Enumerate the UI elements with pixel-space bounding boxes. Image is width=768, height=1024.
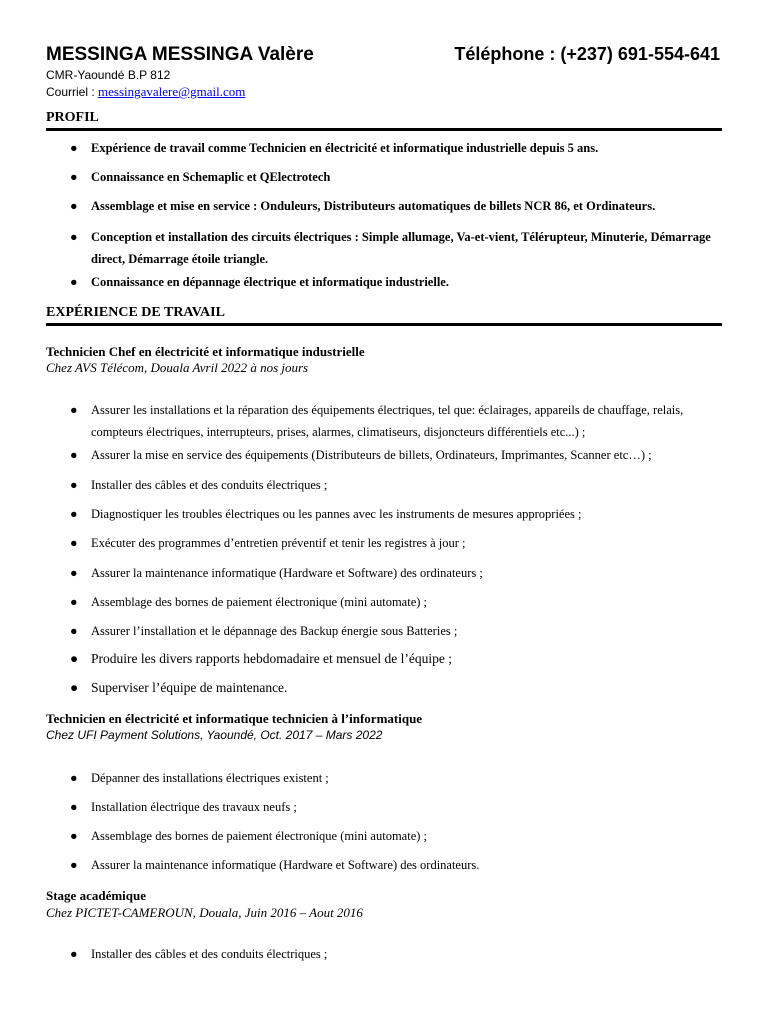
- profile-item: ● Conception et installation des circuits électriques : Simple allumage, Va-et-vient, Télérupteur, Minuterie, Démarrage direct, Démarrage étoile triangle.: [70, 226, 730, 270]
- bullet-icon: ●: [70, 566, 78, 580]
- job-title: Technicien en électricité et informatique technicien à l’informatique: [46, 711, 423, 726]
- bullet-icon: ●: [70, 448, 78, 462]
- job-duty: ● Installer des câbles et des conduits électriques ;: [70, 474, 730, 496]
- profile-item: ● Connaissance en dépannage électrique et informatique industrielle.: [70, 271, 730, 293]
- bullet-icon: ●: [70, 771, 78, 785]
- bullet-icon: ●: [70, 680, 79, 695]
- job-duty: ● Installation électrique des travaux neufs ;: [70, 796, 730, 818]
- experience-divider: [46, 323, 722, 326]
- job-duty: ● Assurer la mise en service des équipements (Distributeurs de billets, Ordinateurs, Imprimantes, Scanner etc…) ;: [70, 444, 730, 466]
- email-link[interactable]: messingavalere@gmail.com: [98, 84, 246, 99]
- job-duty: ● Assemblage des bornes de paiement électronique (mini automate) ;: [70, 825, 730, 847]
- job-subtitle: Chez UFI Payment Solutions, Yaoundé, Oct. 2017 – Mars 2022: [46, 728, 383, 742]
- email-line: [46, 84, 245, 100]
- job-duty: ● Diagnostiquer les troubles électriques ou les pannes avec les instruments de mesures appropriées ;: [70, 503, 730, 525]
- job-duty: ● Assemblage des bornes de paiement électronique (mini automate) ;: [70, 591, 730, 613]
- bullet-icon: ●: [70, 595, 78, 609]
- bullet-icon: ●: [70, 800, 78, 814]
- profile-divider: [46, 128, 722, 131]
- bullet-icon: ●: [70, 947, 78, 961]
- job-duty: ● Assurer la maintenance informatique (Hardware et Software) des ordinateurs.: [70, 854, 730, 876]
- job-duty: ● Assurer les installations et la réparation des équipements électriques, tel que: éclairages, appareils de chauffage, relais, compteurs électriques, interrupteurs, prises, alarmes, climatiseurs, disjoncteurs différentiels etc...) ;: [70, 399, 730, 443]
- bullet-icon: ●: [70, 624, 78, 638]
- experience-heading: EXPÉRIENCE DE TRAVAIL: [46, 305, 225, 320]
- job-duty: ● Installer des câbles et des conduits électriques ;: [70, 943, 730, 965]
- bullet-icon: ●: [70, 858, 78, 872]
- profile-item: ● Expérience de travail comme Technicien en électricité et informatique industrielle depuis 5 ans.: [70, 137, 730, 159]
- bullet-icon: ●: [70, 230, 78, 244]
- bullet-icon: ●: [70, 199, 78, 213]
- bullet-icon: ●: [70, 403, 78, 417]
- bullet-icon: ●: [70, 536, 78, 550]
- candidate-name: MESSINGA MESSINGA Valère: [46, 44, 314, 65]
- postal-address: CMR-Yaoundé B.P 812: [46, 68, 171, 82]
- bullet-icon: ●: [70, 170, 78, 184]
- job-subtitle: Chez AVS Télécom, Douala Avril 2022 à nos jours: [46, 360, 309, 375]
- bullet-icon: ●: [70, 275, 78, 289]
- email-label: Courriel :: [46, 85, 99, 99]
- job-subtitle: Chez PICTET-CAMEROUN, Douala, Juin 2016 – Aout 2016: [46, 905, 363, 920]
- profile-item: ● Assemblage et mise en service : Onduleurs, Distributeurs automatiques de billets NCR 86, et Ordinateurs.: [70, 195, 730, 217]
- bullet-icon: ●: [70, 829, 78, 843]
- profile-item: ● Connaissance en Schemaplic et QElectrotech: [70, 166, 730, 188]
- job-title: Stage académique: [46, 888, 147, 903]
- job-duty: ● Assurer l’installation et le dépannage des Backup énergie sous Batteries ;: [70, 620, 730, 642]
- job-duty: ● Produire les divers rapports hebdomadaire et mensuel de l’équipe ;: [70, 648, 730, 670]
- job-duty: ● Assurer la maintenance informatique (Hardware et Software) des ordinateurs ;: [70, 562, 730, 584]
- bullet-icon: ●: [70, 141, 78, 155]
- job-duty: ● Superviser l’équipe de maintenance.: [70, 677, 730, 699]
- bullet-icon: ●: [70, 651, 79, 666]
- job-duty: ● Exécuter des programmes d’entretien préventif et tenir les registres à jour ;: [70, 532, 730, 554]
- bullet-icon: ●: [70, 478, 78, 492]
- profile-heading: PROFIL: [46, 110, 99, 125]
- bullet-icon: ●: [70, 507, 78, 521]
- phone-number: Téléphone : (+237) 691-554-641: [454, 44, 720, 64]
- job-title: Technicien Chef en électricité et informatique industrielle: [46, 344, 365, 359]
- job-duty: ● Dépanner des installations électriques existent ;: [70, 767, 730, 789]
